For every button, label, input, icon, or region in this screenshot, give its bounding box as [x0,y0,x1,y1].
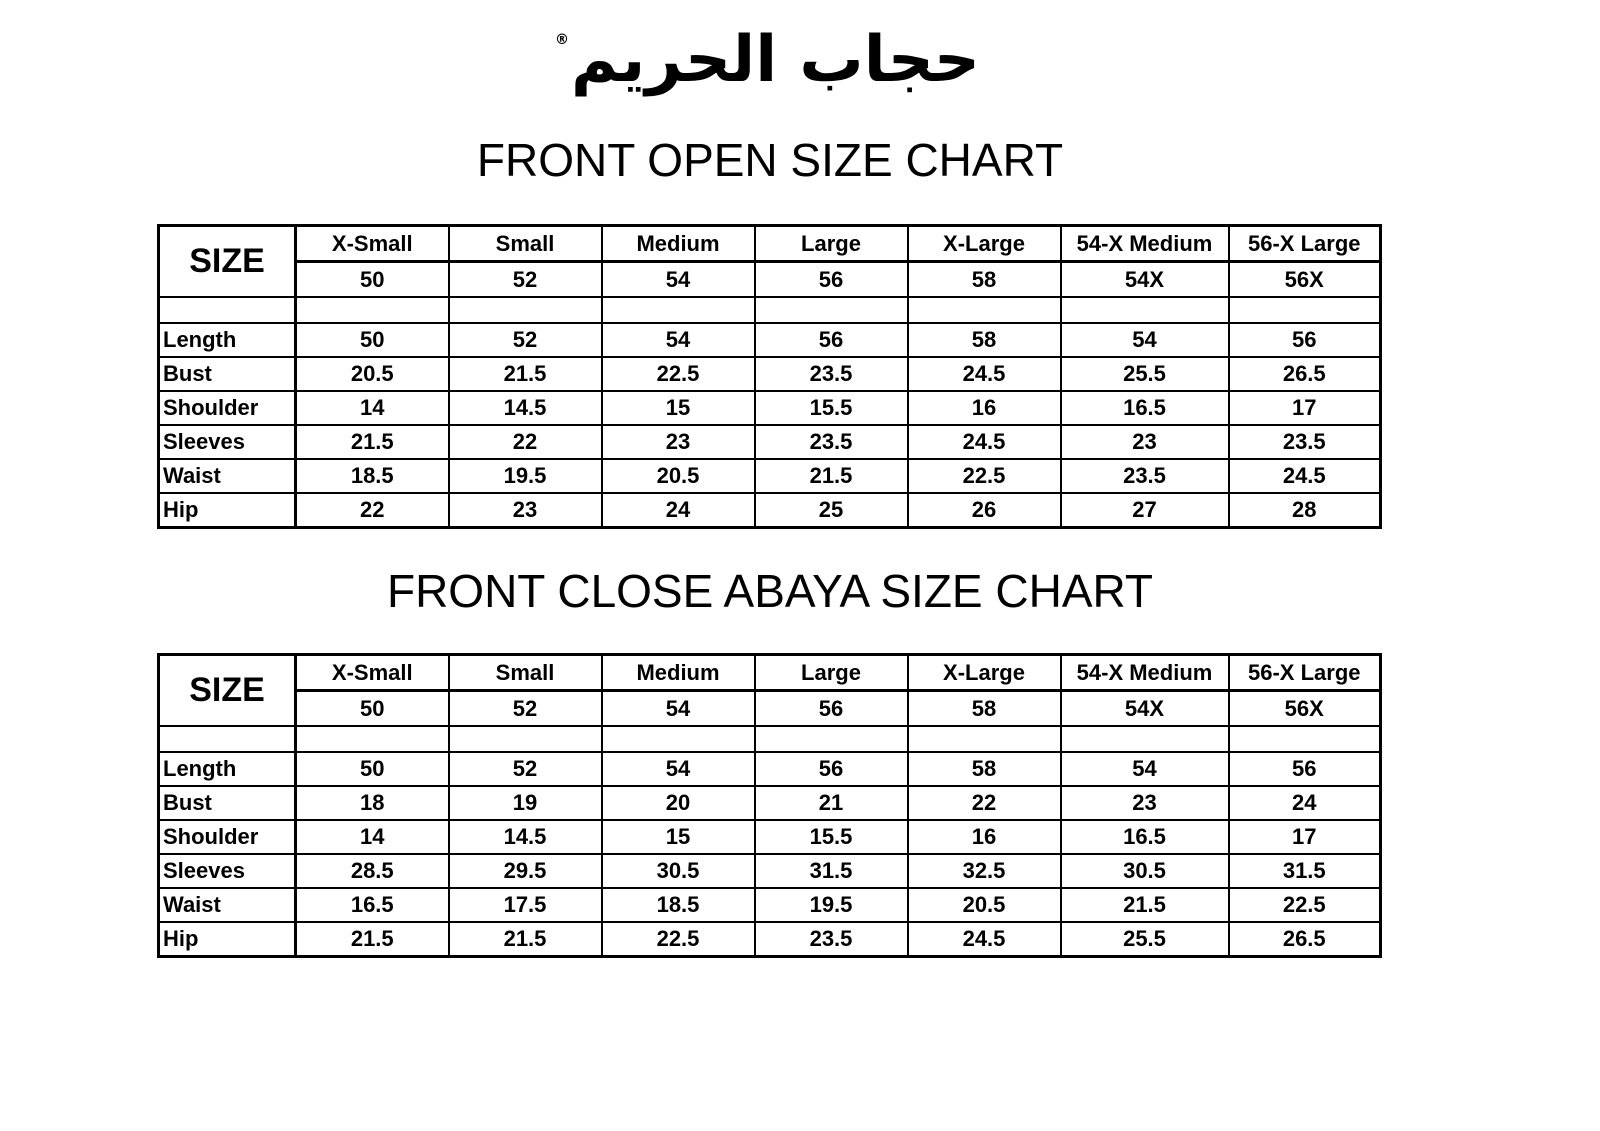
measurement-value: 26 [908,493,1061,528]
measurement-value: 20.5 [602,459,755,493]
measurement-value: 32.5 [908,854,1061,888]
size-code-header: 56X [1229,691,1381,727]
measurement-value: 20 [602,786,755,820]
size-name-header: Small [449,226,602,262]
size-name-header: 56-X Large [1229,655,1381,691]
measurement-value: 23.5 [755,922,908,957]
size-code-header: 54 [602,262,755,298]
measurement-value: 23 [449,493,602,528]
measurement-value: 52 [449,323,602,357]
measurement-value: 58 [908,752,1061,786]
measurement-value: 30.5 [1061,854,1229,888]
measurement-row [159,820,1381,854]
measurement-row [159,888,1381,922]
size-name-header: 54-X Medium [1061,655,1229,691]
front-open-size-chart-title: FRONT OPEN SIZE CHART [476,134,1064,186]
measurement-label: Hip [159,493,296,528]
measurement-value: 28.5 [296,854,449,888]
blank-cell [449,726,602,752]
measurement-value: 22 [449,425,602,459]
measurement-row [159,425,1381,459]
measurement-label: Bust [159,357,296,391]
measurement-value: 23 [1061,786,1229,820]
measurement-row [159,922,1381,957]
measurement-label: Bust [159,786,296,820]
measurement-value: 14.5 [449,391,602,425]
size-name-header: X-Small [296,655,449,691]
blank-cell [296,726,449,752]
measurement-value: 50 [296,752,449,786]
blank-cell [1229,726,1381,752]
measurement-value: 16.5 [296,888,449,922]
blank-cell [908,726,1061,752]
measurement-value: 16.5 [1061,391,1229,425]
blank-cell [908,297,1061,323]
measurement-row [159,323,1381,357]
front-close-abaya-size-chart-title: FRONT CLOSE ABAYA SIZE CHART [386,565,1153,617]
measurement-value: 15.5 [755,820,908,854]
size-name-header: X-Large [908,226,1061,262]
measurement-value: 22.5 [908,459,1061,493]
measurement-value: 29.5 [449,854,602,888]
blank-cell [755,726,908,752]
measurement-value: 58 [908,323,1061,357]
measurement-value: 15 [602,820,755,854]
size-name-header: Large [755,655,908,691]
blank-cell [1061,297,1229,323]
measurement-value: 22.5 [602,357,755,391]
size-code-header: 58 [908,262,1061,298]
measurement-value: 24.5 [908,357,1061,391]
measurement-value: 25 [755,493,908,528]
measurement-value: 17 [1229,391,1381,425]
size-code-header: 56X [1229,262,1381,298]
measurement-value: 56 [755,323,908,357]
measurement-value: 22.5 [602,922,755,957]
measurement-value: 20.5 [908,888,1061,922]
measurement-value: 21.5 [296,922,449,957]
measurement-value: 21.5 [449,922,602,957]
measurement-row [159,357,1381,391]
measurement-row [159,854,1381,888]
measurement-value: 26.5 [1229,922,1381,957]
size-corner-label: SIZE [159,655,296,727]
measurement-value: 24.5 [908,922,1061,957]
blank-row [159,297,1381,323]
measurement-value: 28 [1229,493,1381,528]
measurement-value: 18 [296,786,449,820]
measurement-row [159,786,1381,820]
measurement-label: Sleeves [159,425,296,459]
measurement-value: 24.5 [1229,459,1381,493]
measurement-value: 23.5 [1061,459,1229,493]
measurement-value: 23 [602,425,755,459]
measurement-value: 56 [1229,323,1381,357]
measurement-row [159,493,1381,528]
size-name-header: X-Small [296,226,449,262]
measurement-value: 56 [755,752,908,786]
blank-cell [296,297,449,323]
brand-logo-text: حجاب الحريم [571,23,980,97]
measurement-value: 15.5 [755,391,908,425]
measurement-value: 23.5 [755,357,908,391]
measurement-value: 16.5 [1061,820,1229,854]
size-name-header: Small [449,655,602,691]
blank-cell [1061,726,1229,752]
measurement-value: 16 [908,391,1061,425]
measurement-value: 54 [1061,752,1229,786]
size-name-row [159,655,1381,691]
measurement-value: 16 [908,820,1061,854]
size-corner-label: SIZE [159,226,296,298]
measurement-value: 14.5 [449,820,602,854]
measurement-row [159,391,1381,425]
blank-cell [755,297,908,323]
measurement-value: 14 [296,391,449,425]
measurement-value: 54 [1061,323,1229,357]
size-name-header: 54-X Medium [1061,226,1229,262]
size-code-header: 58 [908,691,1061,727]
measurement-label: Hip [159,922,296,957]
measurement-row [159,459,1381,493]
registered-mark: ® [555,32,569,48]
measurement-value: 17 [1229,820,1381,854]
measurement-label: Waist [159,888,296,922]
measurement-value: 18.5 [602,888,755,922]
size-code-header: 54X [1061,262,1229,298]
measurement-label: Sleeves [159,854,296,888]
measurement-value: 56 [1229,752,1381,786]
measurement-value: 54 [602,323,755,357]
measurement-label: Shoulder [159,820,296,854]
size-code-header: 50 [296,262,449,298]
size-code-header: 54 [602,691,755,727]
measurement-value: 24 [602,493,755,528]
blank-cell [159,297,296,323]
measurement-value: 21 [755,786,908,820]
measurement-value: 17.5 [449,888,602,922]
size-code-header: 50 [296,691,449,727]
size-name-header: 56-X Large [1229,226,1381,262]
measurement-value: 18.5 [296,459,449,493]
measurement-value: 54 [602,752,755,786]
blank-cell [159,726,296,752]
brand-logo [555,10,980,110]
measurement-value: 24.5 [908,425,1061,459]
size-code-header: 56 [755,691,908,727]
size-code-header: 52 [449,691,602,727]
measurement-value: 25.5 [1061,357,1229,391]
measurement-value: 24 [1229,786,1381,820]
size-code-header: 52 [449,262,602,298]
blank-cell [1229,297,1381,323]
measurement-value: 22 [908,786,1061,820]
measurement-value: 23.5 [755,425,908,459]
size-code-row [159,691,1381,727]
measurement-value: 22.5 [1229,888,1381,922]
measurement-value: 21.5 [1061,888,1229,922]
measurement-label: Shoulder [159,391,296,425]
measurement-value: 52 [449,752,602,786]
measurement-value: 21.5 [755,459,908,493]
measurement-value: 14 [296,820,449,854]
size-name-header: X-Large [908,655,1061,691]
measurement-row [159,752,1381,786]
blank-cell [602,297,755,323]
measurement-value: 19.5 [755,888,908,922]
measurement-value: 23.5 [1229,425,1381,459]
size-name-header: Medium [602,226,755,262]
measurement-value: 19.5 [449,459,602,493]
measurement-label: Waist [159,459,296,493]
measurement-value: 26.5 [1229,357,1381,391]
blank-row [159,726,1381,752]
size-name-row [159,226,1381,262]
measurement-value: 20.5 [296,357,449,391]
measurement-value: 22 [296,493,449,528]
measurement-value: 21.5 [296,425,449,459]
measurement-value: 15 [602,391,755,425]
size-code-header: 54X [1061,691,1229,727]
measurement-value: 50 [296,323,449,357]
measurement-value: 19 [449,786,602,820]
size-code-row [159,262,1381,298]
measurement-value: 30.5 [602,854,755,888]
measurement-value: 31.5 [1229,854,1381,888]
measurement-value: 23 [1061,425,1229,459]
size-code-header: 56 [755,262,908,298]
measurement-label: Length [159,323,296,357]
measurement-value: 31.5 [755,854,908,888]
measurement-label: Length [159,752,296,786]
front-open-size-table [157,224,1382,529]
size-name-header: Large [755,226,908,262]
size-name-header: Medium [602,655,755,691]
front-close-abaya-size-table [157,653,1382,958]
measurement-value: 27 [1061,493,1229,528]
measurement-value: 25.5 [1061,922,1229,957]
blank-cell [602,726,755,752]
measurement-value: 21.5 [449,357,602,391]
blank-cell [449,297,602,323]
